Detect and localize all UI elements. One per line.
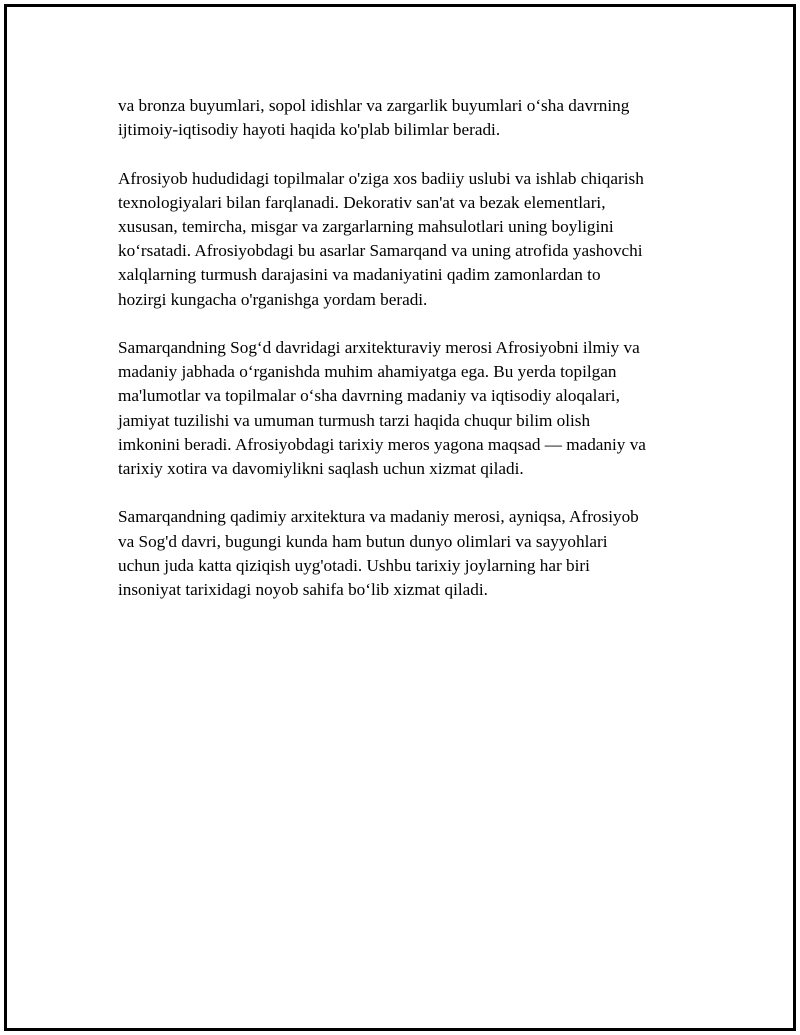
paragraph	[118, 94, 693, 142]
text-line: Samarqandning Sog‘d davridagi arxitekturaviy merosi Afrosiyobni ilmiy va	[118, 338, 640, 357]
text-line: insoniyat tarixidagi noyob sahifa bo‘lib xizmat qiladi.	[118, 580, 488, 600]
text-line: tarixiy xotira va davomiylikni saqlash uchun xizmat qiladi.	[118, 459, 524, 479]
text-line: xalqlarning turmush darajasini va madaniyatini qadim zamonlardan to	[118, 265, 601, 285]
paragraph	[118, 167, 693, 312]
text-line: xususan, temircha, misgar va zargarlarning mahsulotlari uning boyligini	[118, 217, 614, 236]
text-line: ma'lumotlar va topilmalar o‘sha davrning madaniy va iqtisodiy aloqalari,	[118, 386, 620, 406]
text-line: madaniy jabhada o‘rganishda muhim ahamiyatga ega. Bu yerda topilgan	[118, 362, 617, 382]
text-line: jamiyat tuzilishi va umuman turmush tarzi haqida chuqur bilim olish	[118, 410, 591, 430]
text-line: texnologiyalari bilan farqlanadi. Dekorativ san'at va bezak elementlari,	[118, 192, 606, 212]
text-line: imkonini beradi. Afrosiyobdagi tarixiy meros yagona maqsad — madaniy va	[118, 434, 646, 454]
text-line: va Sog'd davri, bugungi kunda ham butun dunyo olimlari va sayyohlari	[118, 531, 608, 551]
text-line: ijtimoiy-iqtisodiy hayoti haqida ko'plab bilimlar beradi.	[118, 120, 501, 140]
text-line: uchun juda katta qiziqish uyg'otadi. Ushbu tarixiy joylarning har biri	[118, 555, 590, 575]
text-line: hozirgi kungacha o'rganishga yordam beradi.	[118, 289, 428, 309]
text-line: Samarqandning qadimiy arxitektura va madaniy merosi, ayniqsa, Afrosiyob	[118, 507, 639, 527]
text-line: va bronza buyumlari, sopol idishlar va zargarlik buyumlari o‘sha davrning	[118, 96, 630, 115]
paragraph	[118, 505, 693, 602]
text-line: Afrosiyob hududidagi topilmalar o'ziga xos badiiy uslubi va ishlab chiqarish	[118, 168, 644, 188]
text-line: ko‘rsatadi. Afrosiyobdagi bu asarlar Samarqand va uning atrofida yashovchi	[118, 241, 643, 261]
document-body	[118, 94, 693, 626]
paragraph	[118, 336, 693, 481]
